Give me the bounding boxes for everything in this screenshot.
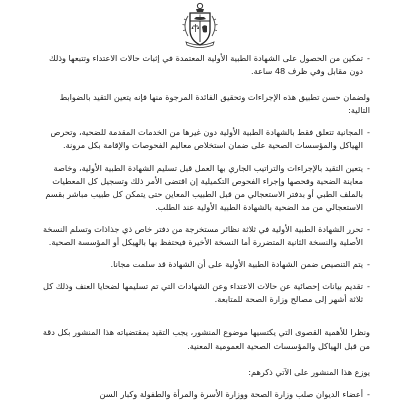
bullet-three-copies: - تحرر الشهادة الطبية الأولية في ثلاثة نظائر مستخرجة من دفتر خاص ذي جذاذات وتسلم النسخة الأصلية والنسخة الثانية المتضررة أما النسخة الأخيرة فيحتفظ بها بالهيكل أو المؤسسة الصحية. bbox=[42, 223, 370, 249]
bullet-free-scope: - المجانية تتعلق فقط بالشهادة الطبية الأولية دون غيرها من الخدمات المقدمة للضحية، وتحرص الهياكل والمؤسسات الصحية على ضمان استخلاص معاليم الفحوصات والإقامة بكل مرونة. bbox=[42, 126, 370, 152]
bullet-free-certificate: - تمكين من الحصول على الشهادة الطبية الأولية المعتمدة في إثبات حالات الاعتداء وتتبعها وذلك دون مقابل وفي ظرف 48 ساعة. bbox=[42, 52, 370, 78]
distribution-item: - أعضاء الديوان صلب وزارة الصحة ووزارة الأسرة والمرأة والطفولة وكبار السن bbox=[42, 388, 370, 401]
bullet-procedures: - يتعين التقيد بالإجراءات والتراتيب الجاري بها العمل قبل تسليم الشهادة الطبية الأولية، وخاصة معاينة الضحية وفحصها وإجراء الفحوص التكميلية إن اقتضى الأمر ذلك وتسجيل كل المعطيات بالملف الطبي أو بدفتر الاستعجالي من قبل الطبيب المعاين حتى يتمكن كل طبيب مباشر بقسم الاستعجالي من مد الضحية بالشهادة الطبية الأولية عند الطلب. bbox=[42, 162, 370, 214]
conclusion-paragraph: ونظرا للأهمية القصوى التي يكتسيها موضوع المنشور، يجب التقيد بمقتضياته هذا المنشور بكل دقة من قبل الهياكل والمؤسسات الصحية العمومية المعنية. bbox=[42, 327, 370, 351]
document-body bbox=[42, 52, 370, 401]
intro-paragraph: ولضمان حسن تطبيق هذه الإجراءات وتحقيق الفائدة المرجوة منها فإنه يتعين التقيد بالضوابط التالية: bbox=[59, 92, 370, 116]
distribution-label: يوزع هذا المنشور على الآتي ذكرهم: bbox=[248, 366, 370, 377]
bullet-statistics: - تقديم بيانات إحصائية عن حالات الاعتداء وعن الشهادات التي تم تسليمها لضحايا العنف وذلك كل ثلاثة أشهر إلى مصالح وزارة الصحة للمتابعة. bbox=[42, 280, 370, 306]
tunisia-coat-of-arms-icon bbox=[174, 2, 226, 48]
bullet-free-mention: - يتم التنصيص ضمن الشهادة الطبية الأولية على أن الشهادة قد سلمت مجانا. bbox=[42, 258, 370, 271]
